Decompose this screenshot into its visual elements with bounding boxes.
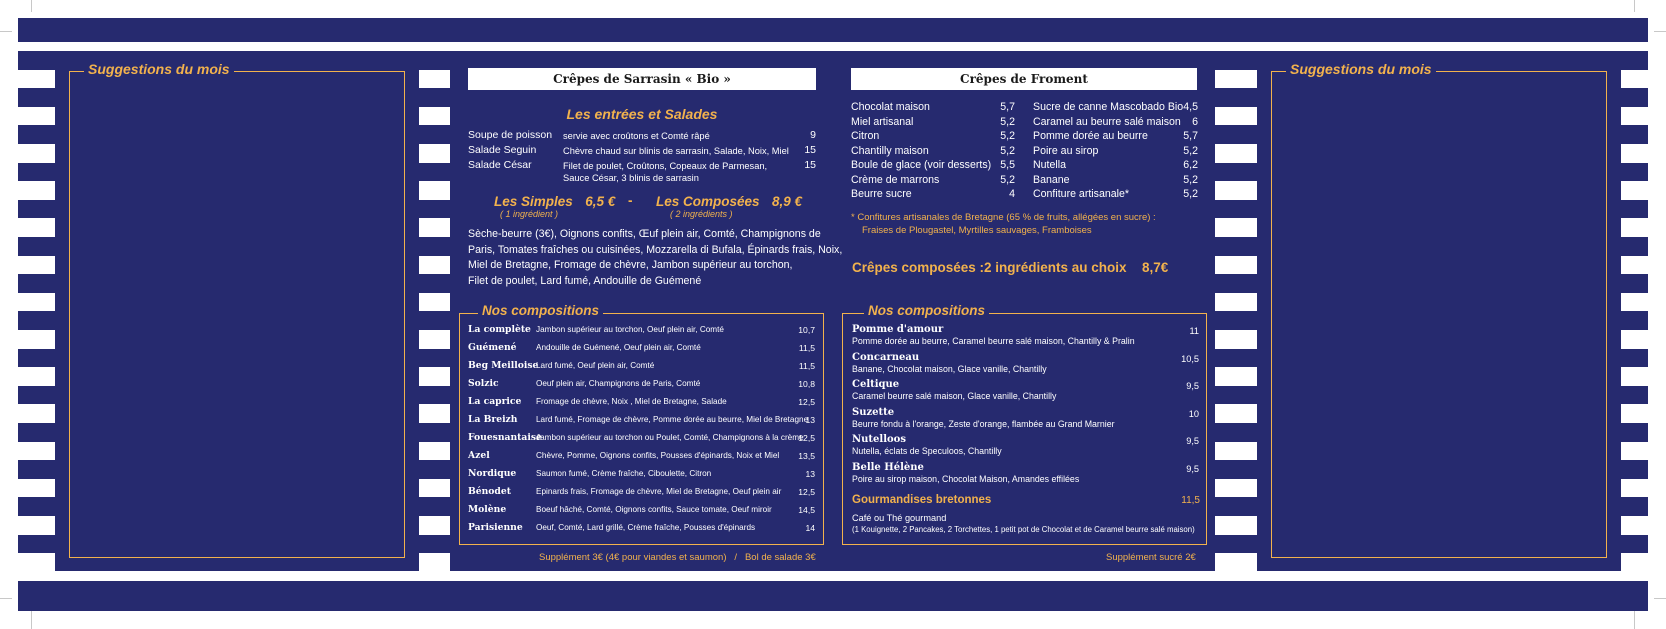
composition-name: Nordique	[468, 468, 517, 479]
dessert-name: Pomme d'amour	[852, 324, 944, 335]
froment-price: 5,2	[1183, 144, 1198, 157]
composition-name: Beg Meilloise	[468, 360, 539, 371]
composition-desc: Lard fumé, Oeuf plein air, Comté	[536, 361, 655, 370]
dessert-name: Celtique	[852, 379, 900, 390]
dessert-name: Suzette	[852, 406, 895, 418]
left-suggestions-title: Suggestions du mois	[84, 61, 234, 77]
dessert-desc: Beurre fondu à l'orange, Zeste d'orange, flambée au Grand Marnier	[852, 418, 1115, 429]
froment-compositions-frame	[842, 313, 1207, 545]
composition-price: 13	[805, 469, 815, 479]
froment-item: Citron	[851, 130, 880, 142]
froment-item: Pomme dorée au beurre	[1033, 130, 1148, 142]
composition-desc: Jambon supérieur au torchon ou Poulet, Comté, Champignons à la crème	[536, 433, 804, 442]
composition-price: 14,5	[798, 505, 815, 515]
crop-mark	[0, 598, 12, 599]
froment-item: Poire au sirop	[1033, 144, 1099, 157]
entree-price: 9	[810, 129, 816, 141]
composition-desc: Andouille de Guémené, Oeuf plein air, Comté	[536, 343, 701, 352]
dessert-price: 9,5	[1186, 381, 1199, 391]
composition-name: Molène	[468, 504, 507, 515]
sarrasin-compositions-title: Nos compositions	[478, 303, 603, 318]
composition-price: 12,5	[798, 433, 815, 443]
composition-desc: Oeuf plein air, Champignons de Paris, Comté	[536, 379, 701, 388]
entree-name: Salade Seguin	[468, 144, 537, 156]
entree-price: 15	[804, 144, 816, 156]
dessert-desc: Caramel beurre salé maison, Glace vanille, Chantilly	[852, 391, 1057, 401]
froment-price: 6,2	[1183, 159, 1198, 171]
composition-desc: Fromage de chèvre, Noix , Miel de Bretagne, Salade	[536, 397, 727, 406]
froment-price: 5,2	[1000, 130, 1015, 142]
composition-desc: Saumon fumé, Crème fraîche, Ciboulette, Citron	[536, 469, 712, 478]
entree-desc: servie avec croûtons et Comté râpé	[563, 131, 710, 141]
dessert-price: 9,5	[1186, 436, 1199, 446]
gourmandises-title: Gourmandises bretonnes	[852, 494, 992, 506]
ingredients-line: Paris, Tomates fraîches ou cuisinées, Mozzarella di Bufala, Épinards frais, Noix,	[468, 243, 843, 256]
froment-item: Sucre de canne Mascobado Bio	[1033, 101, 1184, 113]
composition-name: Guémené	[468, 342, 517, 353]
froment-composees-label: Crêpes composées :	[852, 260, 985, 275]
froment-price: 5,2	[1000, 173, 1015, 186]
composition-desc: Boeuf hâché, Comté, Oignons confits, Sauce tomate, Oeuf miroir	[536, 505, 772, 514]
composition-price: 13,5	[798, 451, 815, 461]
gourmandises-line1: Café ou Thé gourmand	[852, 513, 947, 523]
composition-name: Parisienne	[468, 522, 523, 533]
froment-price: 5,2	[1183, 173, 1198, 186]
froment-item: Banane	[1033, 173, 1070, 186]
crop-mark	[31, 0, 32, 12]
composees-label: Les Composées	[656, 194, 760, 209]
froment-price: 5,7	[1183, 130, 1198, 142]
composition-name: La Breizh	[468, 414, 518, 425]
entrees-title: Les entrées et Salades	[566, 106, 718, 122]
entree-desc: Filet de poulet, Croûtons, Copeaux de Parmesan,	[563, 161, 768, 171]
froment-price: 6	[1192, 115, 1198, 128]
froment-composees-choice: 2 ingrédients au choix	[984, 260, 1127, 275]
froment-composees-price: 8,7€	[1142, 260, 1169, 275]
composition-price: 12,5	[798, 487, 815, 497]
crop-mark	[1634, 0, 1635, 12]
composition-price: 12,5	[798, 397, 815, 407]
confitures-note: * Confitures artisanales de Bretagne (65 % de fruits, allégées en sucre) :	[851, 212, 1156, 223]
entree-name: Salade César	[468, 159, 532, 171]
composition-desc: Lard fumé, Fromage de chèvre, Pomme dorée au beurre, Miel de Bretagne	[536, 415, 809, 424]
froment-item: Nutella	[1033, 159, 1066, 171]
top-band	[18, 18, 1648, 42]
composees-price: 8,9 €	[772, 194, 803, 209]
composition-price: 10,7	[798, 325, 815, 335]
froment-item: Miel artisanal	[851, 115, 914, 128]
composition-price: 11,5	[798, 343, 815, 353]
froment-compositions-title: Nos compositions	[864, 303, 989, 318]
dessert-price: 10	[1188, 408, 1199, 419]
ingredients-line: Filet de poulet, Lard fumé, Andouille de Guémené	[468, 274, 702, 287]
left-suggestions-frame	[69, 71, 405, 558]
composition-name: La complète	[468, 324, 531, 335]
froment-item: Chantilly maison	[851, 144, 929, 157]
crop-mark	[1654, 598, 1666, 599]
froment-price: 5,2	[1000, 115, 1015, 128]
froment-price: 5,2	[1000, 144, 1015, 157]
bottom-band	[18, 581, 1648, 611]
sarrasin-header: Crêpes de Sarrasin « Bio »	[468, 68, 816, 90]
dessert-price: 9,5	[1186, 463, 1199, 474]
froment-price: 5,5	[1000, 159, 1015, 171]
froment-header: Crêpes de Froment	[851, 68, 1197, 90]
froment-price: 4	[1009, 188, 1015, 200]
dessert-price: 11	[1189, 326, 1199, 336]
simples-dash: -	[628, 193, 633, 208]
composition-name: Bénodet	[468, 486, 511, 497]
froment-item: Boule de glace (voir desserts)	[851, 159, 992, 171]
ingredients-line: Miel de Bretagne, Fromage de chèvre, Jambon supérieur au torchon,	[468, 259, 793, 271]
composition-price: 13	[805, 415, 815, 425]
composition-desc: Chèvre, Pomme, Oignons confits, Pousses d'épinards, Noix et Miel	[536, 451, 780, 460]
froment-price: 4,5	[1183, 101, 1198, 113]
dessert-name: Concarneau	[852, 351, 920, 363]
gourmandises-line2: (1 Kouignette, 2 Pancakes, 2 Torchettes, 1 petit pot de Chocolat et de Caramel beurre salé maison)	[852, 525, 1195, 534]
entree-desc: Sauce César, 3 blinis de sarrasin	[563, 173, 699, 183]
entree-desc: Chèvre chaud sur blinis de sarrasin, Salade, Noix, Miel	[563, 146, 789, 156]
composition-price: 11,5	[798, 361, 815, 371]
composees-sub: ( 2 ingrédients )	[670, 209, 733, 219]
composition-name: Azel	[468, 450, 490, 461]
froment-item: Chocolat maison	[851, 101, 930, 113]
composition-price: 14	[805, 523, 815, 533]
composition-desc: Jambon supérieur au torchon, Oeuf plein air, Comté	[536, 325, 724, 334]
froment-item: Crème de marrons	[851, 173, 940, 186]
froment-item: Caramel au beurre salé maison	[1033, 115, 1181, 128]
dessert-desc: Pomme dorée au beurre, Caramel beurre salé maison, Chantilly & Pralin	[852, 336, 1135, 346]
composition-price: 10,8	[798, 379, 815, 389]
composition-name: Solzic	[468, 378, 499, 389]
entree-price: 15	[804, 159, 816, 171]
gourmandises-price: 11,5	[1181, 495, 1200, 506]
ingredients-line: Sèche-beurre (3€), Oignons confits, Œuf plein air, Comté, Champignons de	[468, 228, 821, 240]
simples-sub: ( 1 ingrédient )	[500, 209, 559, 219]
froment-price: 5,7	[1000, 101, 1015, 113]
dessert-desc: Banane, Chocolat maison, Glace vanille, Chantilly	[852, 363, 1047, 374]
composition-desc: Oeuf, Comté, Lard grillé, Crème fraîche, Pousses d'épinards	[536, 523, 756, 532]
right-suggestions-frame	[1271, 71, 1607, 558]
right-suggestions-title: Suggestions du mois	[1286, 61, 1436, 77]
composition-name: Fouesnantaise	[468, 432, 542, 443]
dessert-desc: Poire au sirop maison, Chocolat Maison, Amandes effilées	[852, 473, 1080, 484]
simples-label: Les Simples	[494, 194, 573, 209]
composition-name: La caprice	[468, 396, 522, 407]
dessert-price: 10,5	[1181, 353, 1199, 364]
dessert-desc: Nutella, éclats de Speculoos, Chantilly	[852, 446, 1002, 456]
froment-item: Confiture artisanale*	[1033, 188, 1129, 200]
entree-name: Soupe de poisson	[468, 129, 553, 141]
froment-price: 5,2	[1183, 188, 1198, 200]
crop-mark	[0, 31, 12, 32]
froment-footer: Supplément sucré 2€	[1106, 552, 1196, 563]
dessert-name: Belle Hélène	[852, 461, 924, 473]
froment-item: Beurre sucre	[851, 188, 912, 200]
confitures-note-2: Fraises de Plougastel, Myrtilles sauvages, Framboises	[862, 225, 1092, 236]
composition-desc: Epinards frais, Fromage de chèvre, Miel de Bretagne, Oeuf plein air	[536, 487, 782, 496]
dessert-name: Nutelloos	[852, 434, 906, 445]
sarrasin-footer: Supplément 3€ (4€ pour viandes et saumon) / Bol de salade 3€	[539, 552, 816, 563]
simples-price: 6,5 €	[585, 194, 616, 209]
crop-mark	[1654, 31, 1666, 32]
